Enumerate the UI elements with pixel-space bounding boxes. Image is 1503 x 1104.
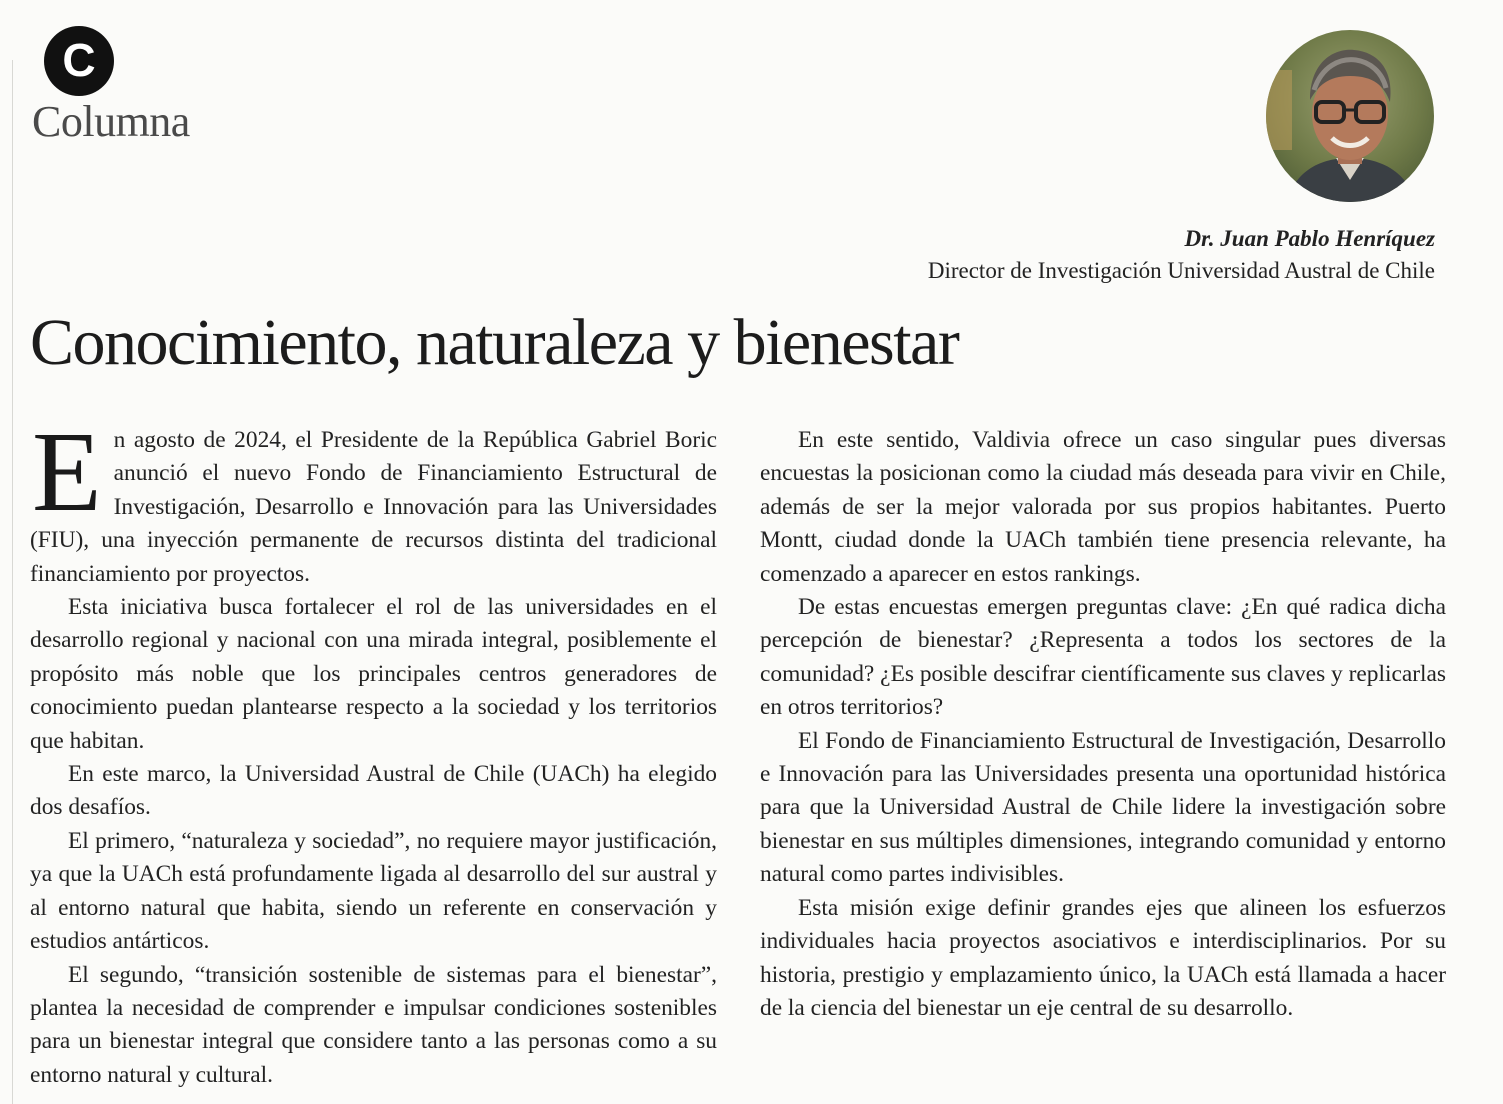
- section-logo-letter: C: [62, 34, 96, 86]
- paragraph: En este marco, la Universidad Austral de Chile (UACh) ha elegido dos desafíos.: [30, 761, 717, 821]
- author-role: Director de Investigación Universidad Austral de Chile: [927, 258, 1435, 283]
- author-photo: [1266, 30, 1434, 202]
- article-column-right: [760, 424, 1446, 1025]
- paragraph: El primero, “naturaleza y sociedad”, no requiere mayor justificación, ya que la UACh está profundamente ligada al desarrollo del sur austral y al entorno natural que habita, siendo un referente en conservación y estudios antárticos.: [30, 827, 717, 955]
- paragraph-text: n agosto de 2024, el Presidente de la República Gabriel Boric anunció el nuevo Fondo de Financiamiento Estructural de Investigación, Desarrollo e Innovación para las Universidades (FIU), una inyección permanente de recursos distinta del tradicional financiamiento por proyectos.: [30, 427, 717, 587]
- article-column-left: [30, 408, 717, 1092]
- headline: Conocimiento, naturaleza y bienestar: [30, 306, 959, 379]
- paragraph: [30, 408, 717, 591]
- author-name: Dr. Juan Pablo Henríquez: [1184, 226, 1435, 251]
- section-logo: [44, 26, 114, 96]
- paragraph: El segundo, “transición sostenible de sistemas para el bienestar”, plantea la necesidad de comprender e impulsar condiciones sostenibles para un bienestar integral que considere tanto a las personas como a su entorno natural y cultural.: [30, 961, 717, 1088]
- paragraph: El Fondo de Financiamiento Estructural de Investigación, Desarrollo e Innovación para las Universidades presenta una oportunidad histórica para que la Universidad Austral de Chile lidere la investigación sobre bienestar en sus múltiples dimensiones, integrando comunidad y entorno natural como partes indivisibles.: [760, 727, 1446, 888]
- paragraph: En este sentido, Valdivia ofrece un caso singular pues diversas encuestas la posicionan como la ciudad más deseada para vivir en Chile, además de ser la mejor valorada por sus propios habitantes. Puerto Montt, ciudad donde la UACh también tiene presencia relevante, ha comenzado a aparecer en estos rankings.: [760, 427, 1446, 587]
- paragraph: Esta misión exige definir grandes ejes que alineen los esfuerzos individuales hacia proyectos asociativos e interdisciplinarios. Por su historia, prestigio y emplazamiento único, la UACh está llamada a hacer de la ciencia del bienestar un eje central de su desarrollo.: [760, 894, 1446, 1021]
- paragraph: Esta iniciativa busca fortalecer el rol de las universidades en el desarrollo regional y nacional con una mirada integral, posiblemente el propósito más noble que los principales centros generadores de conocimiento puedan plantearse respecto a la sociedad y los territorios que habitan.: [30, 594, 717, 754]
- drop-cap: E: [32, 408, 102, 535]
- paragraph: De estas encuestas emergen preguntas clave: ¿En qué radica dicha percepción de bienestar? ¿Representa a todos los sectores de la comunidad? ¿Es posible descifrar científicamente sus claves y replicarlas en otros territorios?: [760, 594, 1446, 721]
- section-label: Columna: [32, 97, 190, 146]
- margin-rule: [12, 60, 13, 1104]
